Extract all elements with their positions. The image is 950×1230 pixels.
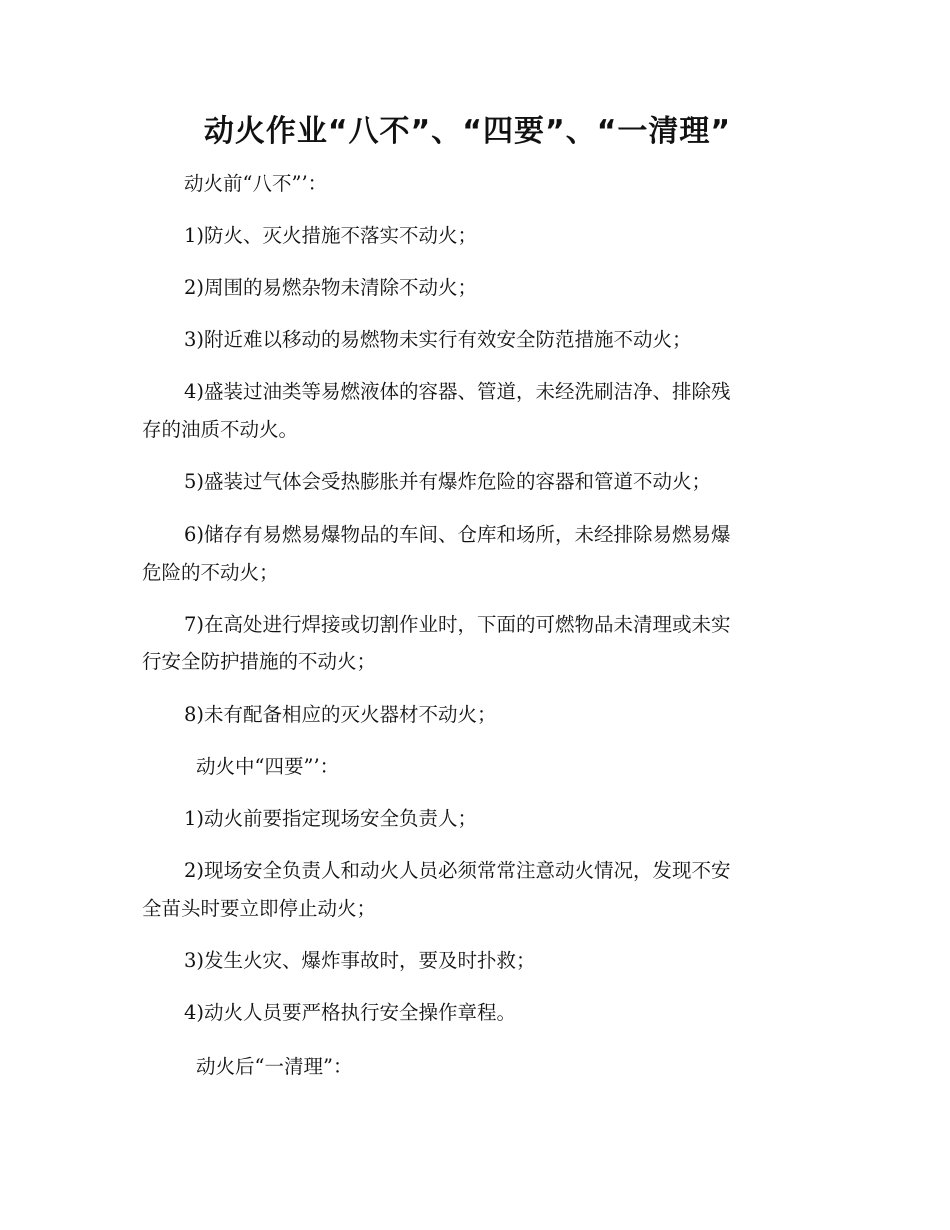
rule-item-4: 4)盛装过油类等易燃液体的容器、管道，未经洗刷洁净、排除残 bbox=[184, 380, 731, 403]
section-heading-during: 动火中“四要”’： bbox=[196, 755, 340, 778]
requirement-item-4: 4)动火人员要严格执行安全操作章程。 bbox=[184, 1001, 517, 1024]
section-heading-after: 动火后“一清理”： bbox=[196, 1055, 353, 1078]
rule-item-3: 3)附近难以移动的易燃物未实行有效安全防范措施不动火； bbox=[184, 328, 692, 351]
rule-item-8: 8)未有配备相应的灭火器材不动火； bbox=[184, 703, 497, 726]
requirement-item-1: 1)动火前要指定现场安全负责人； bbox=[184, 807, 478, 830]
rule-item-7: 7)在高处进行焊接或切割作业时，下面的可燃物品未清理或未实 bbox=[184, 613, 731, 636]
rule-item-1: 1)防火、灭火措施不落实不动火； bbox=[184, 224, 478, 247]
rule-item-6-continued: 危险的不动火； bbox=[142, 561, 279, 584]
requirement-item-2: 2)现场安全负责人和动火人员必须常常注意动火情况，发现不安 bbox=[184, 859, 731, 882]
requirement-item-2-continued: 全苗头时要立即停止动火； bbox=[142, 897, 377, 920]
rule-item-5: 5)盛装过气体会受热膨胀并有爆炸危险的容器和管道不动火； bbox=[184, 470, 712, 493]
rule-item-2: 2)周围的易燃杂物未清除不动火； bbox=[184, 276, 478, 299]
section-heading-before: 动火前“八不”’： bbox=[184, 172, 328, 195]
document-title: 动火作业“八不”、“四要”、“一清理” bbox=[203, 114, 732, 149]
rule-item-7-continued: 行安全防护措施的不动火； bbox=[142, 650, 377, 673]
rule-item-6: 6)储存有易燃易爆物品的车间、仓库和场所，未经排除易燃易爆 bbox=[184, 523, 731, 546]
requirement-item-3: 3)发生火灾、爆炸事故时，要及时扑救； bbox=[184, 949, 536, 972]
rule-item-4-continued: 存的油质不动火。 bbox=[142, 418, 299, 441]
